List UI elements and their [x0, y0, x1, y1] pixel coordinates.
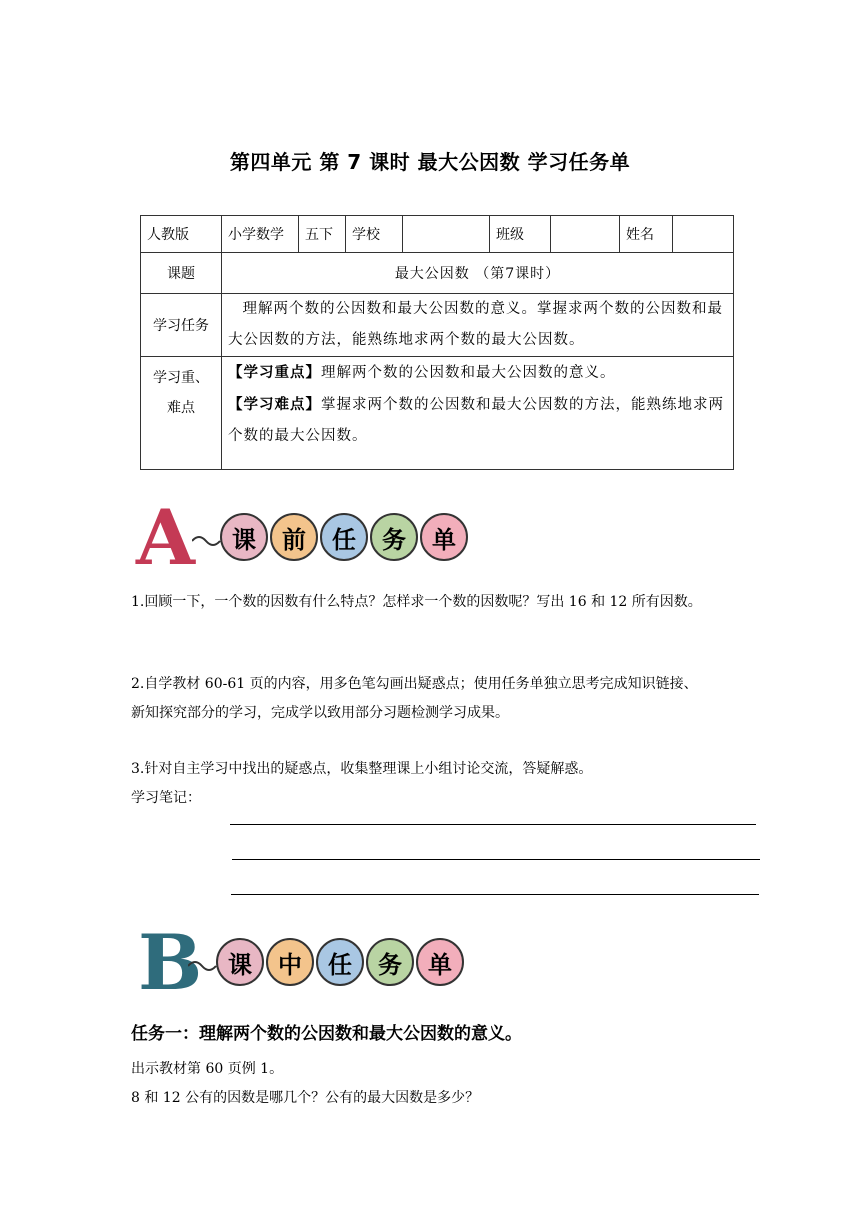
letter-b-logo: B	[138, 918, 203, 1007]
pre-class-banner	[130, 493, 490, 582]
task1-title: 任务一：理解两个数的公因数和最大公因数的意义。	[131, 1024, 522, 1044]
focus-hard-tag: 【学习难点】	[228, 396, 321, 413]
pre-item-1: 1.回顾一下，一个数的因数有什么特点？怎样求一个数的因数呢？写出 16 和 12 所有因数。	[131, 594, 702, 610]
bubble-3: 任	[316, 938, 364, 986]
school-label: 学校	[346, 216, 403, 253]
focus-key-tag: 【学习重点】	[228, 364, 321, 381]
page-title: 第四单元 第 7 课时 最大公因数 学习任务单	[229, 150, 631, 174]
notes-line-1[interactable]	[230, 824, 756, 825]
bubble-1: 课	[220, 513, 268, 561]
bubble-4: 务	[370, 513, 418, 561]
pre-item-2: 2.自学教材 60-61 页的内容，用多色笔勾画出疑惑点；使用任务单独立思考完成知识链接、	[131, 676, 698, 692]
task1-line-2: 8 和 12 公有的因数是哪几个？公有的最大因数是多少？	[131, 1090, 480, 1106]
publisher-cell: 人教版	[141, 216, 222, 253]
task1-line-1: 出示教材第 60 页例 1。	[131, 1061, 284, 1077]
bubble-2: 前	[270, 513, 318, 561]
info-table	[140, 215, 734, 470]
task-label: 学习任务	[141, 294, 222, 357]
grade-cell: 五下	[299, 216, 346, 253]
connector-squiggle-icon	[192, 533, 222, 549]
focus-value	[222, 357, 734, 470]
class-value[interactable]	[551, 216, 620, 253]
focus-hard-text: 掌握求两个数的公因数和最大公因数的方法，能熟练地求两个数的最大公因数。	[228, 397, 724, 444]
topic-label: 课题	[141, 253, 222, 294]
bubble-3: 任	[320, 513, 368, 561]
notes-line-2[interactable]	[232, 859, 760, 860]
focus-key-text: 理解两个数的公因数和最大公因数的意义。	[321, 365, 616, 381]
notes-label: 学习笔记：	[131, 790, 201, 806]
bubble-4: 务	[366, 938, 414, 986]
bubble-1: 课	[216, 938, 264, 986]
bubble-5: 单	[420, 513, 468, 561]
letter-a-logo: A	[136, 493, 195, 582]
name-label: 姓名	[620, 216, 673, 253]
in-class-banner	[130, 918, 490, 1007]
connector-squiggle-icon	[188, 958, 218, 974]
class-label: 班级	[490, 216, 551, 253]
school-value[interactable]	[403, 216, 490, 253]
notes-line-3[interactable]	[231, 894, 759, 895]
topic-value: 最大公因数 （第7课时）	[222, 253, 734, 294]
pre-item-2-cont: 新知探究部分的学习，完成学以致用部分习题检测学习成果。	[131, 705, 509, 721]
in-class-bubbles	[216, 938, 464, 986]
subject-cell: 小学数学	[222, 216, 299, 253]
pre-class-bubbles	[220, 513, 468, 561]
bubble-5: 单	[416, 938, 464, 986]
focus-label: 学习重、难点	[141, 357, 222, 470]
pre-item-3: 3.针对自主学习中找出的疑惑点，收集整理课上小组讨论交流，答疑解惑。	[131, 761, 593, 777]
bubble-2: 中	[266, 938, 314, 986]
name-value[interactable]	[673, 216, 734, 253]
task-value: 理解两个数的公因数和最大公因数的意义。掌握求两个数的公因数和最大公因数的方法，能熟练地求两个数的最大公因数。	[222, 294, 734, 357]
